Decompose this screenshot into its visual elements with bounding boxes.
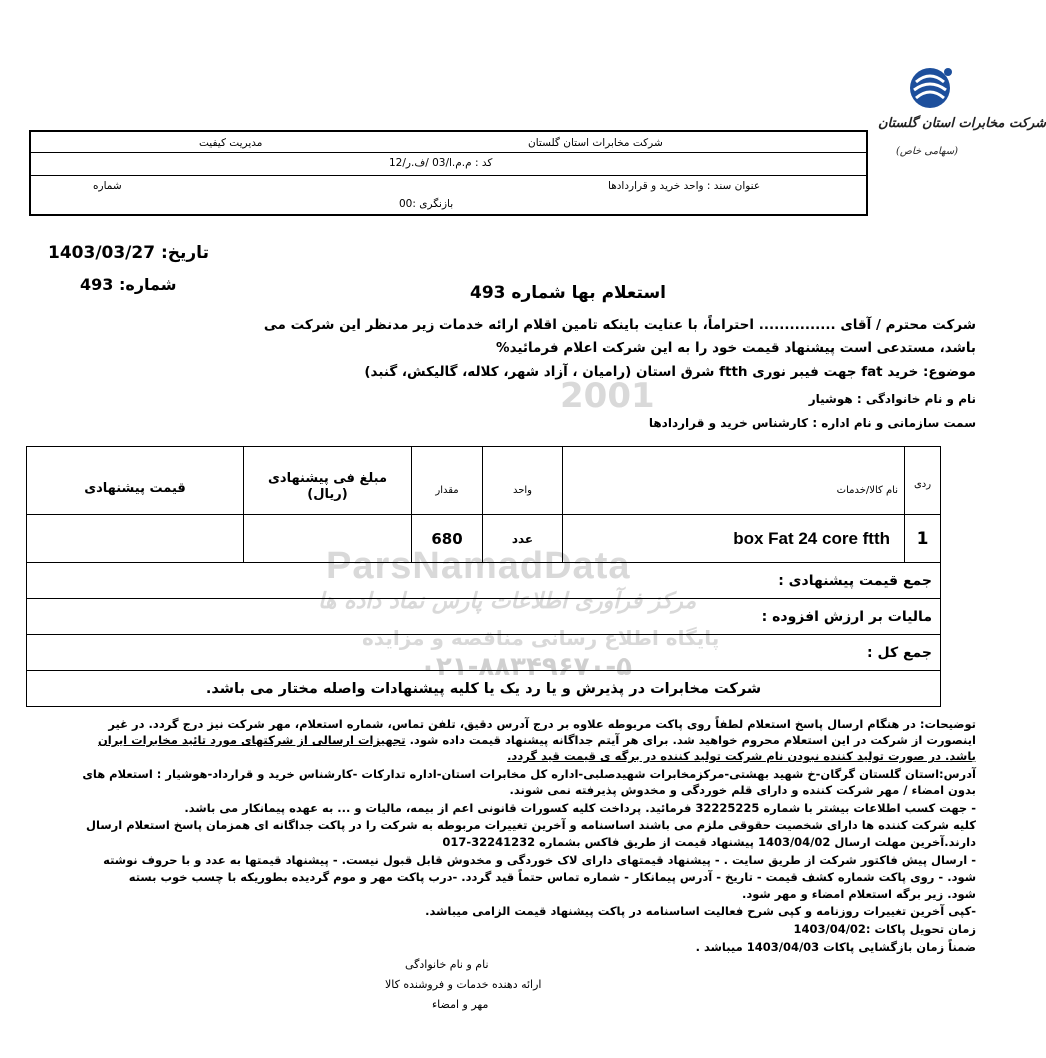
document-number: شماره: 493 [80, 275, 177, 294]
note-line: زمان تحویل پاکات :1403/04/02 [793, 922, 976, 936]
footer-row [27, 671, 941, 707]
intro-line-1: شرکت محترم / آقای ............... احتراماً، با عنایت باینکه تامین اقلام ارائه خدمات زیر مدنظر این شرکت می [263, 317, 976, 333]
row-total-price [27, 515, 244, 563]
sum-label: جمع قیمت پیشنهادی : [27, 563, 941, 599]
note-line: -کپی آخرین تغییرات روزنامه و کپی شرح فعالیت اساسنامه در پاکت پیشنهاد قیمت الزامی میباشد. [425, 904, 976, 918]
telecom-logo-icon [878, 62, 998, 122]
header-code: کد : م.م.ا/03 /ف.ر/12 [389, 157, 493, 169]
subject-line: موضوع: خرید fat جهت فیبر نوری ftth شرق استان (رامیان ، آزاد شهر، کلاله، گالیکش، گنبد) [364, 364, 976, 380]
logo-company-name: شرکت مخابرات استان گلستان [878, 116, 1046, 131]
note-line: آدرس:استان گلستان گرگان-خ شهید بهشتی-مرکزمخابرات شهیدصلبی-اداره کل مخابرات استان-اداره تدارکات -کارشناس خرید و قرارداد-هوشیار : استعلام های [82, 767, 976, 781]
row-quantity: 680 [412, 515, 483, 563]
table-row [27, 515, 941, 563]
table-footer-note: شرکت مخابرات در پذیرش و یا رد یک یا کلیه پیشنهادات واصله مختار می باشد. [27, 671, 941, 707]
signature-name: نام و نام خانوادگی [405, 958, 489, 971]
header-department: مدیریت کیفیت [199, 137, 263, 149]
vat-label: مالیات بر ارزش افزوده : [27, 599, 941, 635]
row-item-name: box Fat 24 core ftth [563, 515, 905, 563]
sum-row [27, 563, 941, 599]
header-item-name: نام کالا/خدمات [563, 447, 905, 515]
table-header-row [27, 447, 941, 515]
items-table [26, 446, 941, 707]
note-line: شود. - روی پاکت شماره کشف قیمت - تاریخ - آدرس پیمانکار - شماره تماس حتماً قید گردد. -درب پاکت مهر و موم گردیده بطوریکه با چسب خوب بسته [128, 870, 976, 884]
note-line: شود. زیر برگه استعلام امضاء و مهر شود. [741, 887, 976, 901]
header-row-number: ردی [905, 447, 941, 515]
total-row [27, 635, 941, 671]
vat-row [27, 599, 941, 635]
note-line: دارند.آخرین مهلت ارسال 1403/04/02 پیشنهاد قیمت از طریق فاکس بشماره 32241232-017 [442, 835, 976, 849]
watermark-line2: پایگاه اطلاع رسانی مناقصه و مزایده [362, 626, 720, 650]
row-number: 1 [905, 515, 941, 563]
intro-line-2: باشد، مستدعی است پیشنهاد قیمت خود را به این شرکت اعلام فرمائید% [496, 340, 976, 356]
company-logo [878, 62, 1046, 172]
note-line: ضمناً زمان بازگشایی پاکات 1403/04/03 میباشد . [695, 940, 976, 954]
watermark-brand: ParsNamadData [326, 545, 631, 587]
row-unit: عدد [483, 515, 563, 563]
note-line: توضیحات: در هنگام ارسال پاسخ استعلام لطفاً روی پاکت مربوطه علاوه بر درج آدرس دقیق، تلفن تماس، شماره استعلام، مهر شرکت نیز درج گردد. در غیر [108, 717, 976, 731]
contact-position: سمت سازمانی و نام اداره : کارشناس خرید و قراردادها [648, 416, 976, 430]
signature-seal: مهر و امضاء [432, 998, 489, 1011]
note-line: اینصورت از شرکت در این استعلام محروم خواهید شد. برای هر آیتم جداگانه پیشنهاد قیمت داده شود. تجهیزات ارسالی از شرکتهای مورد تائید مخابرات ایران [97, 733, 976, 747]
header-number-label: شماره [93, 180, 122, 192]
header-quantity: مقدار [412, 447, 483, 515]
header-unit: واحد [483, 447, 563, 515]
header-revision: بازنگری :00 [399, 198, 454, 210]
watermark-line1: مرکز فرآوری اطلاعات پارس نماد داده ها [318, 588, 697, 614]
document-header-box [29, 130, 868, 216]
row-unit-price [244, 515, 412, 563]
note-line: کلیه شرکت کننده ها دارای شخصیت حقوقی ملزم می باشند اساسنامه و آخرین تغییرات مربوطه به شرکت را در پاکت جداگانه ای همزمان پاسخ استعلام ارسال [86, 818, 976, 832]
header-company: شرکت مخابرات استان گلستان [528, 137, 663, 149]
header-total-price: قیمت پیشنهادی [27, 447, 244, 515]
note-line: - ارسال پیش فاکتور شرکت از طریق سایت . - پیشنهاد قیمتهای دارای لاک خوردگی و مخدوش قابل قبول نیست. - پیشنهاد قیمتها به عدد و با حروف نوشته [103, 853, 976, 867]
note-line: بدون امضاء / مهر شرکت کننده و دارای قلم خوردگی و مخدوش پذیرفته نمی شوند. [509, 783, 976, 797]
total-label: جمع کل : [27, 635, 941, 671]
logo-company-type: (سهامی خاص) [895, 146, 958, 157]
header-doc-title: عنوان سند : واحد خرید و قراردادها [608, 180, 761, 192]
signature-provider: ارائه دهنده خدمات و فروشنده کالا [385, 978, 542, 991]
header-unit-price: مبلغ فی پیشنهادی (ریال) [244, 447, 412, 515]
note-line: باشد. در صورت تولید کننده نبودن نام شرکت تولید کننده در برگه ی قیمت قید گردد. [507, 749, 976, 763]
watermark-phone: ۰۲۱-۸۸۳۴۹۶۷۰-۵ [420, 652, 633, 682]
note-line: - جهت کسب اطلاعات بیشتر با شماره 32225225 فرمائید. پرداخت کلیه کسورات قانونی اعم از بیمه، مالیات و ... به عهده پیمانکار می باشد. [184, 801, 976, 815]
watermark-year: 2001 [560, 376, 655, 416]
document-date: تاریخ: 1403/03/27 [48, 243, 209, 263]
contact-person: نام و نام خانوادگی : هوشیار [808, 392, 976, 406]
inquiry-title: استعلام بها شماره 493 [470, 283, 667, 303]
